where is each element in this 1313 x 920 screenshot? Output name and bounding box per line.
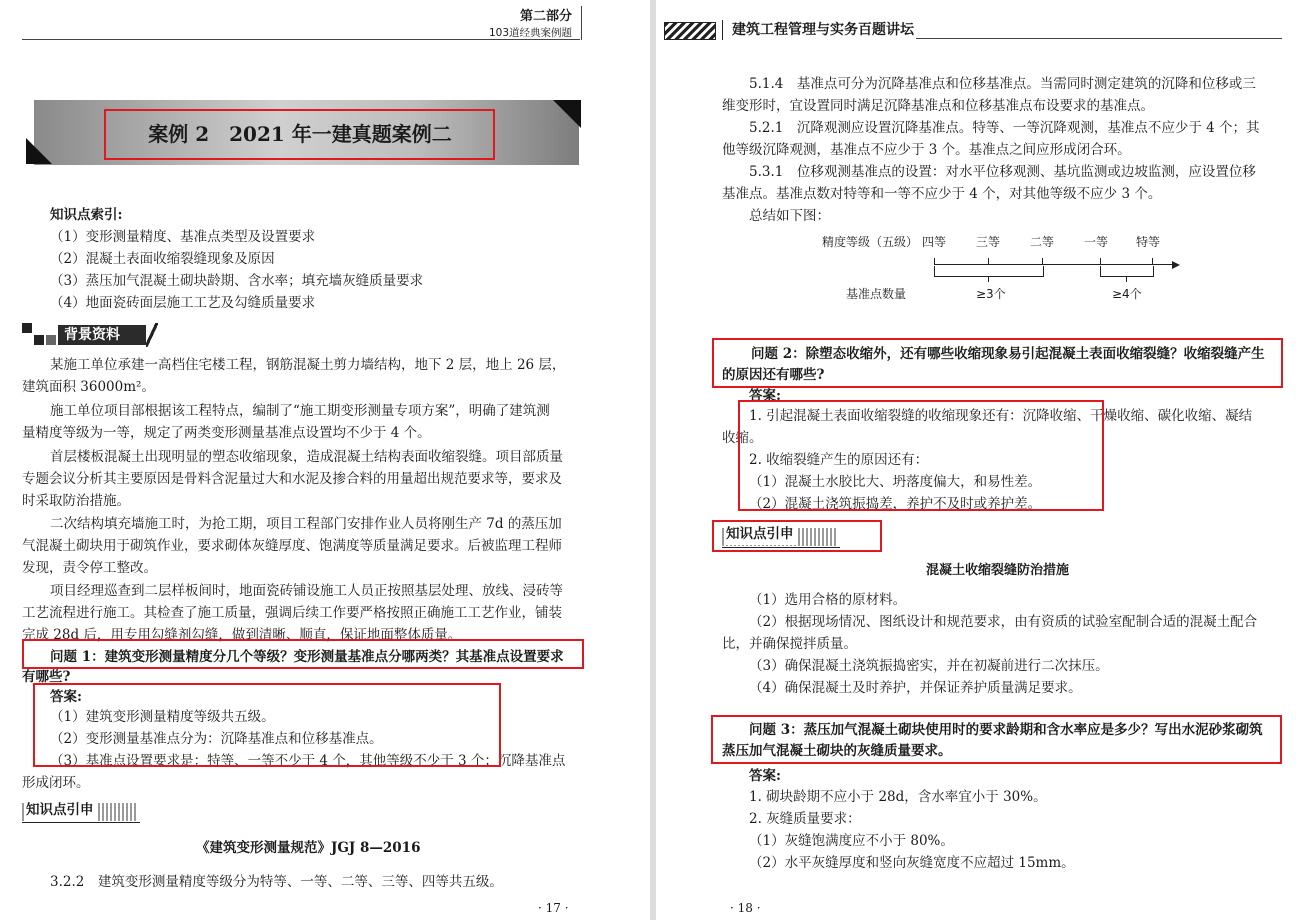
header-rule xyxy=(916,38,1282,39)
answer-1-line: 形成闭环。 xyxy=(22,775,90,791)
question-1-highlight xyxy=(22,639,584,669)
diagram-axis xyxy=(934,264,1172,265)
diagram-brace-low-stem xyxy=(988,276,989,282)
measures-line: （4）确保混凝土及时养护，并保证养护质量满足要求。 xyxy=(749,680,1082,696)
measures-line: （1）选用合格的原材料。 xyxy=(749,592,907,608)
header-ornament xyxy=(664,22,716,40)
knowledge-label-highlight xyxy=(712,520,882,552)
spec-paragraph-line: 维变形时，宜设置同时满足沉降基准点和位移基准点布设要求的基准点。 xyxy=(722,98,1154,114)
question-2-line: 问题 2：除塑态收缩外，还有哪些收缩现象易引起混凝土表面收缩裂缝？收缩裂缝产生 xyxy=(751,346,1265,362)
diagram-count-low: ≥3个 xyxy=(976,287,1006,301)
index-item: （4）地面瓷砖面层施工工艺及勾缝质量要求 xyxy=(50,295,316,311)
header-title: 建筑工程管理与实务百题讲坛 xyxy=(732,22,914,38)
index-heading: 知识点索引: xyxy=(50,207,123,223)
answer-3-line: （2）水平灰缝厚度和竖向灰缝宽度不应超过 15mm。 xyxy=(749,855,1075,871)
answer-2-line: （2）混凝土浇筑振捣差，养护不及时或养护差。 xyxy=(749,496,1042,512)
spec-paragraph-line: 总结如下图： xyxy=(749,208,830,224)
measures-title: 混凝土收缩裂缝防治措施 xyxy=(926,563,1070,578)
background-paragraph-line: 工艺流程进行施工。其检查了施工质量，强调后续工作要严格按照正确施工工艺作业，铺装 xyxy=(22,605,562,621)
index-item: （3）蒸压加气混凝土砌块龄期、含水率；填充墙灰缝质量要求 xyxy=(50,273,424,289)
index-item: （1）变形测量精度、基准点类型及设置要求 xyxy=(50,229,316,245)
answer-1-line: （3）基准点设置要求是：特等、一等不少于 4 个，其他等级不少于 3 个；沉降基准点 xyxy=(50,753,566,769)
measures-line: （3）确保混凝土浇筑振捣密实，并在初凝前进行二次抹压。 xyxy=(749,658,1109,674)
background-label-slash xyxy=(146,323,158,347)
diagram-grade: 一等 xyxy=(1084,235,1109,249)
background-paragraph-line: 完成 28d 后，用专用勾缝剂勾缝，做到清晰、顺直，保证地面整体质量。 xyxy=(22,627,462,643)
diagram-brace-high xyxy=(1100,266,1154,277)
background-paragraph-line: 首层楼板混凝土出现明显的塑态收缩现象，造成混凝土结构表面收缩裂缝。项目部质量 xyxy=(50,449,563,465)
answer-2-line: 1. 引起混凝土表面收缩裂缝的收缩现象还有：沉降收缩、干燥收缩、碳化收缩、凝结 xyxy=(749,408,1253,424)
background-paragraph-line: 某施工单位承建一高档住宅楼工程，钢筋混凝土剪力墙结构，地下 2 层，地上 26 层， xyxy=(50,357,566,373)
banner-corner-left xyxy=(26,138,52,164)
right-page xyxy=(656,0,1313,920)
spec-title: 《建筑变形测量规范》JGJ 8—2016 xyxy=(196,840,421,856)
background-paragraph-line: 时采取防治措施。 xyxy=(22,493,130,509)
background-paragraph-line: 量精度等级为一等，规定了两类变形测量基准点设置均不少于 4 个。 xyxy=(22,425,431,441)
spec-paragraph-line: 他等级沉降观测，基准点不应少于 3 个。基准点之间应形成闭合环。 xyxy=(722,142,1131,158)
header-part: 第二部分 xyxy=(520,9,573,24)
header-divider xyxy=(722,20,723,40)
answer-1-highlight xyxy=(33,683,501,767)
background-paragraph-line: 气混凝土砌块用于砌筑作业，要求砌体灰缝厚度、饱满度等质量满足要求。后被监理工程师 xyxy=(22,538,562,554)
background-paragraph-line: 发现，责令停工整改。 xyxy=(22,560,157,576)
answer-2-line: 收缩。 xyxy=(722,430,763,446)
page-number-right: · 18 · xyxy=(730,901,761,915)
spec-line: 3.2.2 建筑变形测量精度等级分为特等、一等、二等、三等、四等共五级。 xyxy=(50,874,503,890)
index-item: （2）混凝土表面收缩裂缝现象及原因 xyxy=(50,251,275,267)
spec-paragraph-line: 5.2.1 沉降观测应设置沉降基准点。特等、一等沉降观测，基准点不应少于 4 个；其 xyxy=(749,120,1260,136)
question-3-line: 问题 3：蒸压加气混凝土砌块使用时的要求龄期和含水率应是多少？写出水泥砂浆砌筑 xyxy=(749,722,1263,738)
background-label-icon xyxy=(22,323,56,345)
background-paragraph-line: 建筑面积 36000m²。 xyxy=(22,379,155,395)
question-3-line: 蒸压加气混凝土砌块的灰缝质量要求。 xyxy=(722,743,952,759)
diagram-tick xyxy=(1152,258,1153,265)
diagram-grade: 三等 xyxy=(976,235,1001,249)
diagram-brace-high-stem xyxy=(1126,276,1127,282)
answer-2-label: 答案: xyxy=(749,388,781,404)
diagram-count-label: 基准点数量 xyxy=(846,287,907,301)
answer-1-label: 答案: xyxy=(50,689,82,705)
answer-3-label: 答案: xyxy=(749,768,781,784)
knowledge-label-underline xyxy=(22,822,140,823)
question-2-highlight xyxy=(712,338,1283,388)
spec-paragraph-line: 5.1.4 基准点可分为沉降基准点和位移基准点。当需同时测定建筑的沉降和位移或三 xyxy=(749,76,1256,92)
diagram-tick xyxy=(934,258,935,265)
measures-line: （2）根据现场情况、图纸设计和规范要求，由有资质的试验室配制合适的混凝土配合 xyxy=(749,614,1258,630)
header-subtitle: 103道经典案例题 xyxy=(489,27,573,39)
diagram-axis-arrow xyxy=(1172,261,1180,269)
answer-2-line: 2. 收缩裂缝产生的原因还有： xyxy=(749,452,929,468)
question-1-line: 问题 1：建筑变形测量精度分几个等级？变形测量基准点分哪两类？其基准点设置要求 xyxy=(50,649,564,665)
answer-2-line: （1）混凝土水胶比大、坍落度偏大，和易性差。 xyxy=(749,474,1042,490)
background-paragraph-line: 施工单位项目部根据该工程特点，编制了“施工期变形测量专项方案”，明确了建筑测 xyxy=(50,403,550,419)
page-number-left: · 17 · xyxy=(538,901,569,915)
diagram-tick xyxy=(1042,258,1043,265)
banner-corner-right xyxy=(553,100,581,128)
answer-1-line: （2）变形测量基准点分为：沉降基准点和位移基准点。 xyxy=(50,731,383,747)
answer-1-line: （1）建筑变形测量精度等级共五级。 xyxy=(50,709,275,725)
knowledge-label: 知识点引申 xyxy=(726,524,796,545)
background-paragraph-line: 专题会议分析其主要原因是骨料含泥量过大和水泥及掺合料的用量超出规范要求等，要求及 xyxy=(22,471,562,487)
header-rule xyxy=(22,39,580,40)
spec-paragraph-line: 基准点。基准点数对特等和一等不应少于 4 个，对其他等级不应少 3 个。 xyxy=(722,186,1162,202)
answer-2-highlight xyxy=(738,400,1104,511)
case-title-highlight xyxy=(104,109,495,160)
case-title: 案例 2 2021 年一建真题案例二 xyxy=(148,122,452,146)
diagram-count-high: ≥4个 xyxy=(1112,287,1142,301)
diagram-grade: 四等 xyxy=(922,235,947,249)
measures-line: 比，并确保搅拌质量。 xyxy=(722,636,857,652)
question-3-highlight xyxy=(711,715,1282,764)
diagram-grade-label: 精度等级（五级） xyxy=(822,235,919,249)
diagram-tick xyxy=(1100,258,1101,265)
diagram-grade: 特等 xyxy=(1136,235,1161,249)
spec-paragraph-line: 5.3.1 位移观测基准点的设置：对水平位移观测、基坑监测或边坡监测，应设置位移 xyxy=(749,164,1256,180)
knowledge-label: 知识点引申 xyxy=(26,800,96,821)
diagram-grade: 二等 xyxy=(1030,235,1055,249)
background-label: 背景资料 xyxy=(64,327,120,343)
diagram-tick xyxy=(988,258,989,265)
diagram-brace-low xyxy=(934,266,1044,277)
question-1-line: 有哪些? xyxy=(22,669,71,685)
background-paragraph-line: 项目经理巡查到二层样板间时，地面瓷砖铺设施工人员正按照基层处理、放线、浸砖等 xyxy=(50,583,563,599)
background-paragraph-line: 二次结构填充墙施工时，为抢工期，项目工程部门安排作业人员将刚生产 7d 的蒸压加 xyxy=(50,516,562,532)
answer-3-line: 1. 砌块龄期不应小于 28d，含水率宜小于 30%。 xyxy=(749,789,1047,805)
answer-3-line: （1）灰缝饱满度应不小于 80%。 xyxy=(749,833,954,849)
left-page xyxy=(0,0,650,920)
answer-3-line: 2. 灰缝质量要求： xyxy=(749,811,861,827)
header-vertical-bar xyxy=(581,6,582,40)
question-2-line: 的原因还有哪些? xyxy=(722,367,825,383)
